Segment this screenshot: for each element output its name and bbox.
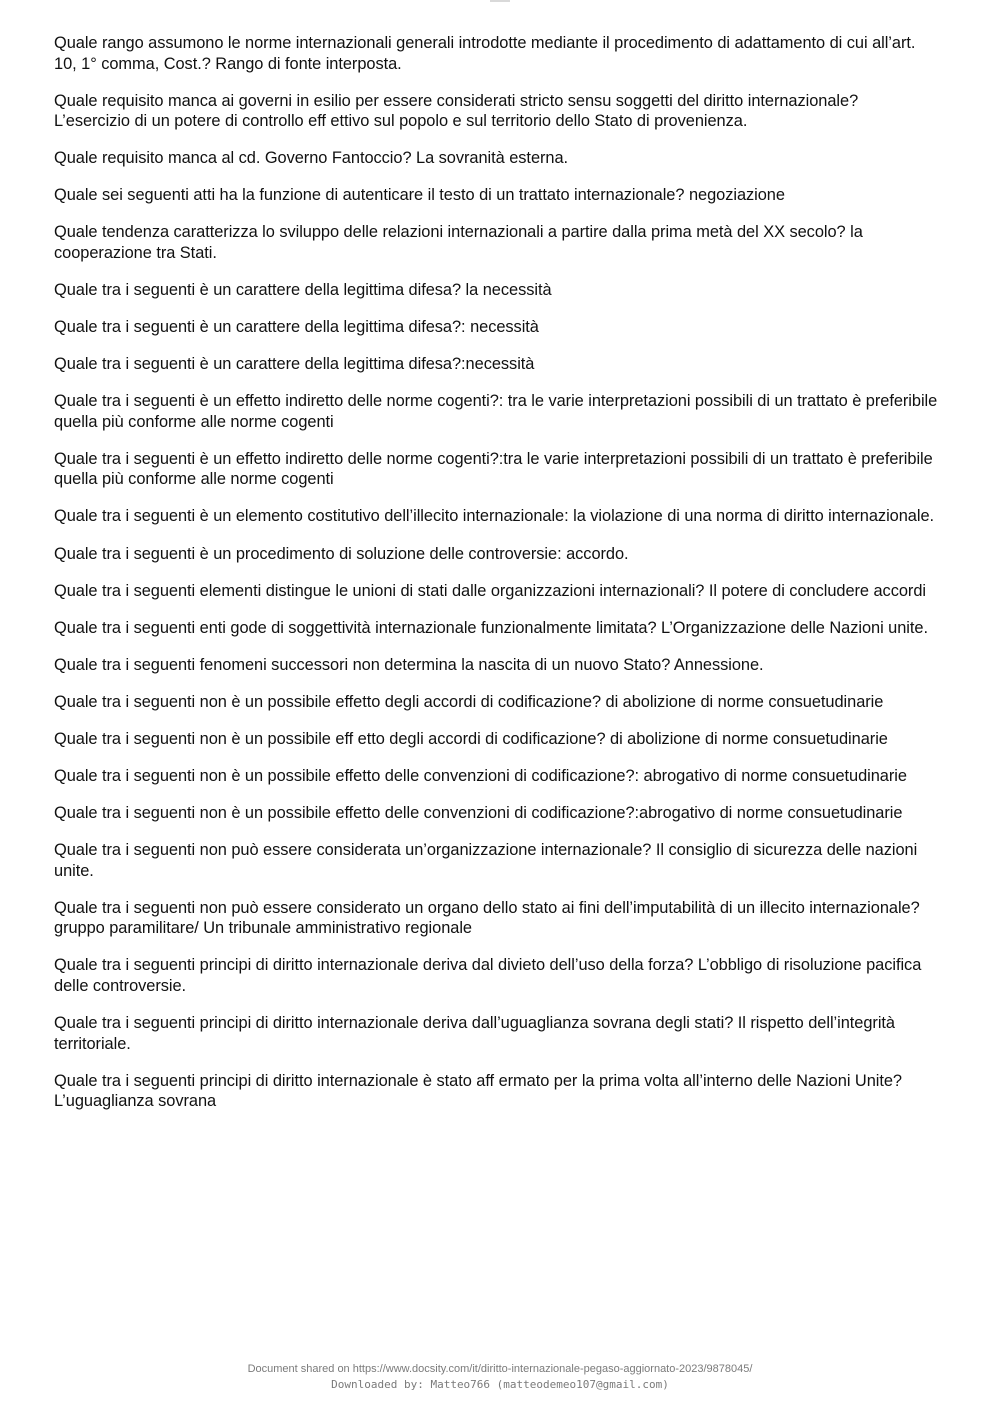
document-body [54,33,938,1128]
page-footer [0,1362,1000,1393]
qa-paragraph: Quale sei seguenti atti ha la funzione di autenticare il testo di un trattato internazionale? negoziazione [54,186,785,205]
qa-paragraph: Quale tra i seguenti principi di diritto internazionale deriva dal divieto dell’uso della forza? L’obbligo di risoluzione pacifica delle controversie. [54,956,922,995]
qa-paragraph: Quale tra i seguenti non è un possibile effetto delle convenzioni di codificazione?:abrogativo di norme consuetudinarie [54,804,903,823]
qa-paragraph: Quale tra i seguenti non è un possibile effetto degli accordi di codificazione? di abolizione di norme consuetudinarie [54,692,884,711]
qa-paragraph: Quale tendenza caratterizza lo sviluppo delle relazioni internazionali a partire dalla prima metà del XX secolo? la cooperazione tra Stati. [54,223,863,262]
qa-paragraph: Quale tra i seguenti non è un possibile eff etto degli accordi di codificazione? di abolizione di norme consuetudinarie [54,730,888,748]
qa-paragraph: Quale requisito manca al cd. Governo Fantoccio? La sovranità esterna. [54,149,569,168]
shared-notice: Document shared on https://www.docsity.com/it/diritto-internazionale-pegaso-aggiornato-2023/9878045/ [247,1363,753,1375]
qa-paragraph: Quale tra i seguenti non può essere considerato un organo dello stato ai fini dell’imputabilità di un illecito internazionale? gruppo paramilitare/ Un tribunale amministrativo regionale [54,898,920,938]
qa-paragraph: Quale tra i seguenti è un procedimento di soluzione delle controversie: accordo. [54,544,629,563]
qa-paragraph: Quale tra i seguenti enti gode di soggettività internazionale funzionalmente limitata? L’Organizzazione delle Nazioni unite. [54,618,928,637]
qa-paragraph: Quale tra i seguenti è un carattere della legittima difesa?:necessità [54,355,535,374]
download-notice: Downloaded by: Matteo766 (matteodemeo107@gmail.com) [331,1378,669,1391]
qa-paragraph: Quale tra i seguenti principi di diritto internazionale deriva dall’uguaglianza sovrana degli stati? Il rispetto dell’integrità territoriale. [54,1014,895,1053]
qa-paragraph: Quale tra i seguenti è un effetto indiretto delle norme cogenti?:tra le varie interpretazioni possibili di un trattato è preferibile quella più conforme alle norme cogenti [54,449,933,489]
qa-paragraph: Quale tra i seguenti fenomeni successori non determina la nascita di un nuovo Stato? Annessione. [54,655,764,674]
qa-paragraph: Quale tra i seguenti è un effetto indiretto delle norme cogenti?: tra le varie interpretazioni possibili di un trattato è preferibile quella più conforme alle norme cogenti [54,392,938,431]
qa-paragraph: Quale tra i seguenti è un carattere della legittima difesa?: necessità [54,318,539,337]
qa-paragraph: Quale tra i seguenti non è un possibile effetto delle convenzioni di codificazione?: abrogativo di norme consuetudinarie [54,767,907,786]
qa-paragraph: Quale rango assumono le norme internazionali generali introdotte mediante il procedimento di adattamento di cui all’art. 10, 1° comma, Cost.? Rango di fonte interposta. [54,34,916,73]
qa-paragraph: Quale requisito manca ai governi in esilio per essere considerati stricto sensu soggetti del diritto internazionale? L’esercizio di un potere di controllo eff ettivo sul popolo e sul territorio dello Stato di provenienza. [54,91,859,131]
qa-paragraph: Quale tra i seguenti elementi distingue le unioni di stati dalle organizzazioni internazionali? Il potere di concludere accordi [54,581,926,600]
qa-paragraph: Quale tra i seguenti è un elemento costitutivo dell’illecito internazionale: la violazione di una norma di diritto internazionale. [54,507,935,526]
qa-paragraph: Quale tra i seguenti non può essere considerata un’organizzazione internazionale? Il consiglio di sicurezza delle nazioni unite. [54,841,918,880]
qa-paragraph: Quale tra i seguenti principi di diritto internazionale è stato aff ermato per la prima volta all’interno delle Nazioni Unite? L’uguaglianza sovrana [54,1071,902,1111]
page-header-mark [490,0,510,2]
qa-paragraph: Quale tra i seguenti è un carattere della legittima difesa? la necessità [54,280,552,299]
